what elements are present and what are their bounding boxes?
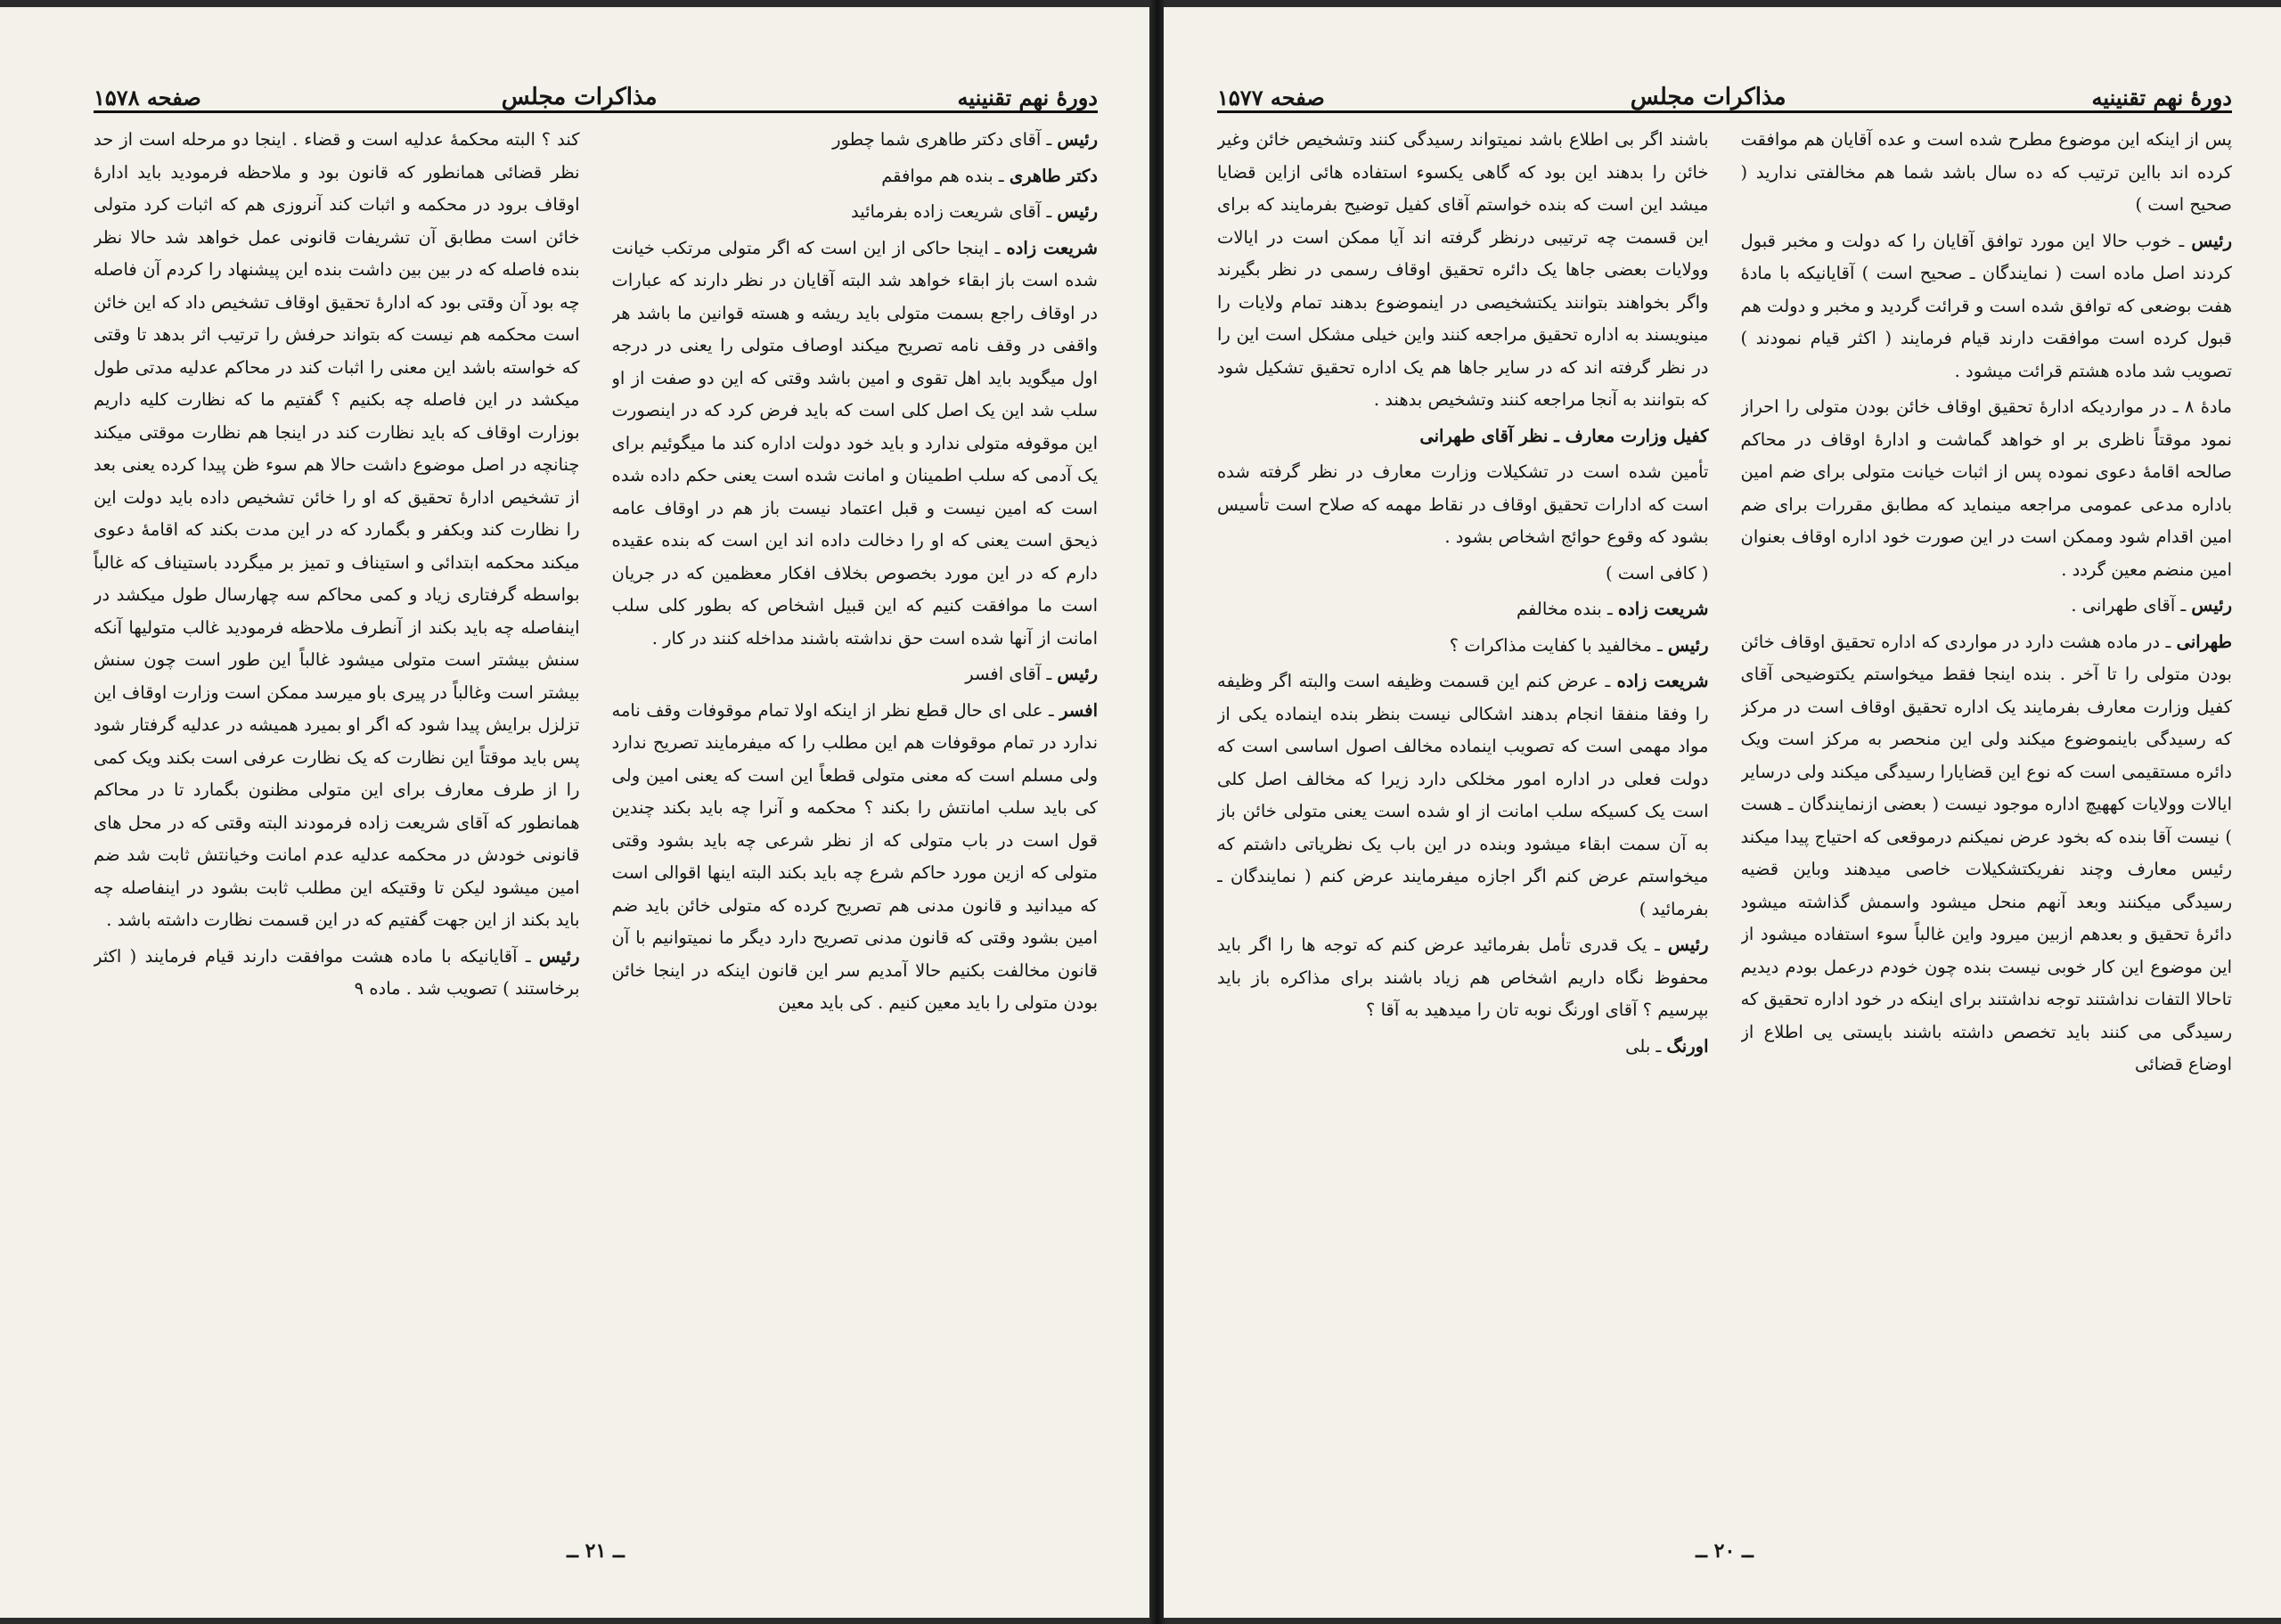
speaker-name: رئیس [1667,934,1709,955]
transcript-paragraph [1217,456,1709,554]
right-header-page-number: صفحه ۱۵۷۷ [1217,85,1325,110]
left-page-column-left [94,124,580,1531]
left-header-title: مذاکرات مجلس [501,84,658,110]
speech-text: ـ بنده هم موافقم [881,165,1010,186]
right-page-columns [1217,124,2232,1531]
speech-text: ـ آقای شریعت زاده بفرمائید [850,201,1058,222]
speaker-name: رئیس [1057,201,1098,222]
transcript-paragraph [1217,558,1709,591]
section-subhead: کفیل وزارت معارف ـ نظر آقای طهرانی [1419,425,1709,446]
speaker-name: رئیس [1057,664,1098,684]
speech-text: ـ خوب حالا این مورد توافق آقایان را که دولت و مخبر قبول کردند اصل ماده است ( نمایندگان ـ صحیح است ) آقایانیکه با مادهٔ هفت بوضعی که توافق شده است و قرائت گردید و مخبر و دولت هم قبول کرده است موافقت دارند قیام فرمایند ( اکثر قیام نمودند ) تصویب شد ماده هشتم قرائت میشود . [1740,230,2232,381]
transcript-paragraph [612,196,1099,229]
speech-text: ـ در ماده هشت دارد در مواردی که اداره تحقیق اوقاف خائن بودن متولی را تا آخر . بنده اینجا فقط میخواستم یکتوضیحی آقای کفیل وزارت معارف بفرمایند یک اداره تحقیق اوقاف است در مرکز که رسیدگی باینموضوع میکند ولی این منحصر به مرکز است ویک دائره مستقیمی است که نوع این قضایارا رسیدگی میکند ولی درسایر ایالات وولایات کههیچ اداره موجود نیست ( بعضی ازنمایندگان ـ هست ) نیست آقا بنده که بخود عرض نمیکنم درموقعی که احتیاج پیدا میکند رئیس معارف وچند نفریکتشکیلات خاصی میدهند وباین قضیه رسیدگی میکنند وبعد آنهم منحل میشود واسمش گذاشته میشود دائرهٔ تحقیق و بعدهم ازبین میرود واین غالباً سوء استفاده میشود از این موضوع این کار خوبی نیست بنده چون خودم درعمل بودم دیدیم تاحالا التفات نداشتند توجه نداشتند برای اینکه در خود اداره تحقیق که رسیدگی می کنند باید تخصص داشته باشند بایستی یی اطلاع از اوضاع قضائی [1740,631,2232,1074]
left-page-columns [94,124,1098,1531]
speech-text: ـ آقای افسر [965,664,1058,684]
speech-text: ـ مخالفید با کفایت مذاکرات ؟ [1449,634,1668,656]
left-page-footer: ــ ۲۱ ــ [567,1539,625,1563]
transcript-paragraph [1217,665,1709,926]
speech-text: ـ آقای طهرانی . [2071,595,2192,616]
transcript-paragraph [1217,593,1709,626]
right-page [1164,7,2281,1618]
right-page-footer: ــ ۲۰ ــ [1696,1539,1754,1563]
transcript-paragraph [612,658,1099,691]
transcript-paragraph [612,695,1099,1020]
right-header-session: دورهٔ نهم تقنینیه [2091,85,2232,110]
speech-text: کند ؟ البته محکمهٔ عدلیه است و قضاء . اینجا دو مرحله است از حد نظر قضائی همانطور که قانون بود و ملاحظه فرمودید باید ادارهٔ اوقاف برود در محکمه و اثبات کند آنروزی هم که اثبات کرد متولی خائن است مطابق آن تشریفات قانونی عمل خواهد شد حالا نظر بنده فاصله که در بین بین داشت بنده این پیشنهاد را کردم آن فاصله چه بود آن وقتی بود که ادارهٔ تحقیق اوقاف تشخیص داد که این خائن است محکمه هم نیست که بتواند حرفش را ترتیب اثر بدهد تا وقتی که خواسته باشد این معنی را اثبات کند در محاکم عدلیه مدتی طول میکشد در این فاصله چه بکنیم ؟ گفتیم ما که نظارت کلیه داریم بوزارت اوقاف که باید نظارت کند در اینجا هم نظارت موقتی میکند چنانچه در اصل موضوع داشت حالا هم سوء ظن پیدا کرده یعنی بعد از تشخیص ادارهٔ تحقیق که او را خائن تشخیص داده باید دولت این را نظارت کند وبکفر و بگمارد که در این مدت بکند که اقامهٔ دعوی میکند محکمه ابتدائی و استیناف و تمیز بر میگردد باستیناف که غالباً بواسطه گرفتاری زیاد و کمی محاکم سه چهارسال طول میکشد در اینفاصله چه باید بکند از آنطرف ملاحظه فرمودید غالب متولیها آنکه سنش بیشتر است متولی میشود غالباً این طور است چون سنش بیشتر است وغالباً در پیری باو میرسد ممکن است وزارت اوقاف این تزلزل برایش پیدا شود که اگر او بمیرد همیشه در عدلیه گرفتار شود پس باید موقتاً این نظارت که یک نظارت عرفی است بکند ویک کمی را از طرف معارف برای این متولی مظنون بگمارد تا در محاکم همانطور که آقای شریعت زاده فرمودند البته وقتی که در محل های قانونی خودش در محکمه عدلیه عدم امانت وخیانتش ثابت شد ضم امین میشود لیکن تا وقتیکه این مطلب ثابت بشود در اینفاصله چه باید بکند از این جهت گفتیم که در این قسمت نظارت داشته باشد . [94,129,580,930]
transcript-paragraph [94,124,580,937]
transcript-paragraph [1741,626,2233,1081]
transcript-paragraph [94,941,580,1006]
transcript-paragraph [1741,225,2233,388]
speaker-name: رئیس [2191,595,2232,616]
speaker-name: شریعت زاده [1616,671,1709,691]
transcript-paragraph [1217,124,1709,417]
speech-text: ـ آقای دکتر طاهری شما چطور [832,129,1058,150]
speaker-name: دکتر طاهری [1009,165,1098,186]
transcript-paragraph [612,233,1099,656]
right-page-header [1217,69,2232,113]
transcript-paragraph [612,160,1099,193]
speech-text: ـ عرض کنم این قسمت وظیفه است والبته اگر وظیفه را وفقا منفقا انجام بدهند اشکالی نیست بنظر بنده اینماده یکی از مواد مهمی است که تصویب اینماده مخالف اصول اساسی است که دولت فعلی در اداره امور مخلکی دارد زیرا که مخالف اصل کلی است یک کسیکه سلب امانت از او شده است یعنی متولی خائن باز به آن سمت ابقاء میشود وبنده در این باب یک نظریاتی داشتم که میخواستم عرض کنم اگر اجازه میفرمایند عرض کنم ( نمایندگان ـ بفرمائید ) [1217,671,1709,919]
speech-text: باشند اگر بی اطلاع باشد نمیتواند رسیدگی کنند وتشخیص خائن وغیر خائن را بدهند این بود که گاهی یکسوء استفاده هائی ازاین قضایا میشد این است که بنده خواستم آقای کفیل توضیح بفرمایند که برای این قسمت چه ترتیبی درنظر گرفته اند آیا ممکن است در ایالات وولایات بعضی جاها یک دائره تحقیق اوقاف رسمی در نظر بگیرند واگر بخواهند بتوانند یکتشخیصی در اینموضوع بدهند تمام ولایات را مینویسند به اداره تحقیق مراجعه کنند واین خیلی مشکل است این را در نظر گرفته اند که در سایر جاها هم یک اداره تحقیق تشکیل شود که بتوانند به آنجا مراجعه کنند وتشخیص بدهند . [1217,129,1709,410]
left-page-header [94,69,1098,113]
speech-text: ـ آقایانیکه با ماده هشت موافقت دارند قیام فرمایند ( اکثر برخاستند ) تصویب شد . ماده ۹ [94,945,580,999]
transcript-paragraph [612,124,1099,157]
speaker-name: افسر [1059,699,1098,721]
speech-text: ـ یک قدری تأمل بفرمائید عرض کنم که توجه ها را اگر باید محفوظ نگاه داریم اشخاص هم زیاد باشند برای مذاکره باز باید بپرسیم ؟ آقای اورنگ نوبه تان را میدهید به آقا ؟ [1217,934,1709,1020]
left-header-session: دورهٔ نهم تقنینیه [957,85,1098,110]
speech-text: تأمین شده است در تشکیلات وزارت معارف در نظر گرفته شده است که ادارات تحقیق اوقاف در نقاط مهمه که صلاح است تأسیس بشود که وقوع حوائج اشخاص بشود . [1217,461,1709,547]
speaker-name: رئیس [1057,129,1098,150]
speaker-name: اورنگ [1666,1035,1709,1057]
speaker-name: طهرانی [2176,631,2232,652]
speech-text: پس از اینکه این موضوع مطرح شده است و عده آقایان هم موافقت کرده اند بااین ترتیب که ده سال باشد شما هم مخالفتی ندارید ( صحیح است ) [1740,129,2232,215]
speech-text: مادهٔ ۸ ـ در مواردیکه ادارهٔ تحقیق اوقاف خائن بودن متولی را احراز نمود موقتاً ناظری بر او خواهد گماشت و ادارهٔ اوقاف در محاکم صالحه اقامهٔ دعوی نموده پس از اثبات خیانت متولی برای ضم امین باداره مدعی عمومی مراجعه مینماید که مطابق مقررات برای ضم امین اقدام شود وممکن است در این صورت خود اداره اوقاف بعنوان امین منضم معین گردد . [1740,396,2232,580]
speaker-name: شریعت زاده [1006,237,1098,258]
speech-text: ـ علی ای حال قطع نظر از اینکه اولا تمام موقوفات وقف نامه ندارد در تمام موقوفات هم این مطلب را که میفرمایند تصریح ندارد ولی مسلم است که معنی متولی قطعاً این است که یعنی امین ولی کی باید سلب امانتش را بکند ؟ محکمه و آنرا چه باید بکند چندین قول است در باب متولی که از نظر شرعی چه باید بشود وقتی متولی که ازین مورد حاکم شرع چه باید بکند البته اینها اقوالی است که میدانید و قانون مدنی هم تصریح کرده که متولی خائن باید ضم امین بشود وقتی که قانون مدنی تصریح دارد دیگر ما نمیتوانیم با آن قانون مخالفت بکنیم حالا آمدیم سر این قانون اینکه در اینجا خائن بودن متولی را باید معین کنیم . کی باید معین [611,699,1098,1013]
left-page [0,7,1151,1618]
transcript-paragraph [1217,630,1709,663]
transcript-paragraph [1741,590,2233,623]
transcript-paragraph [1741,124,2233,222]
speaker-name: رئیس [538,945,580,967]
transcript-paragraph [1217,1031,1709,1064]
speaker-name: رئیس [2191,230,2232,251]
right-page-column-left [1217,124,1709,1531]
speaker-name: شریعت زاده [1617,599,1709,619]
right-header-title: مذاکرات مجلس [1630,84,1786,110]
speech-text: ـ بنده مخالفم [1517,599,1618,619]
transcript-paragraph [1741,391,2233,586]
speech-text: ـ اینجا حاکی از این است که اگر متولی مرتکب خیانت شده است باز ابقاء خواهد شد البته آقایان در نظر دارند که عبارات در اوقاف راجع بسمت متولی باید ریشه و هسته قوانین ما باشد هر واقفی در وقف نامه تصریح میکند اوصاف متولی را یعنی در درجه اول میگوید باید اهل تقوی و امین باشد وقتی که این دو صفت از او سلب شد این یک اصل کلی است که باید فرض کرد که در اینصورت این موقوفه متولی ندارد و باید خود دولت اداره کند ما میگوئیم برای یک آدمی که سلب اطمینان و امانت شده است یعنی حکم داده شده است که امین نیست و قبل اعتماد نیست باز هم در اوقاف عامه ذیحق است یعنی که او را دخالت داده اند این است که بنده عقیده دارم که در این مورد بخصوص بخلاف افکار معظمین که در جریان است ما موافقت کنیم که این قبیل اشخاص که بطور کلی سلب امانت از آنها شده است حق نداشته باشند مداخله کنند در کار . [611,237,1098,649]
transcript-paragraph [1217,929,1709,1027]
left-page-column-right [612,124,1099,1531]
speech-text: ـ بلی [1625,1035,1667,1057]
right-page-column-right [1741,124,2233,1531]
speaker-name: رئیس [1667,634,1709,656]
left-header-page-number: صفحه ۱۵۷۸ [94,85,201,110]
speech-text: ( کافی است ) [1605,562,1709,583]
